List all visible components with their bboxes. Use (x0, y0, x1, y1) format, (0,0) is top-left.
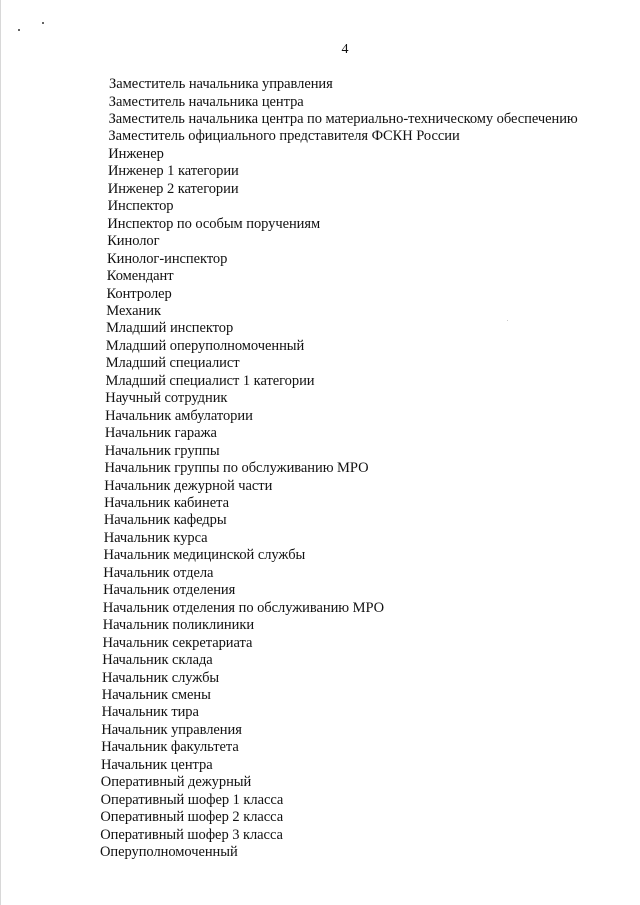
position-item: Оперативный шофер 1 класса (100, 791, 284, 808)
position-item: Инженер 2 категории (107, 180, 239, 197)
position-item: Младший специалист (105, 355, 240, 372)
position-item: Младший инспектор (106, 320, 234, 337)
position-item: Оперативный шофер 2 класса (100, 809, 284, 826)
position-item: Контролер (106, 285, 172, 302)
position-item: Младший оперуполномоченный (105, 337, 305, 354)
page-number: 4 (341, 42, 349, 57)
position-item: Начальник факультета (101, 739, 239, 756)
position-item: Оперативный шофер 3 класса (100, 826, 283, 843)
position-item: Начальник службы (102, 669, 220, 686)
position-item: Начальник управления (101, 721, 242, 738)
position-item: Начальник поликлиники (102, 617, 255, 634)
position-item: Начальник группы по обслуживанию МРО (104, 460, 369, 476)
position-item: Научный сотрудник (105, 390, 228, 407)
position-item: Инспектор по особым поручениям (107, 215, 321, 232)
scan-speck (507, 320, 508, 321)
position-item: Заместитель начальника управления (109, 76, 333, 92)
position-item: Начальник центра (101, 756, 213, 773)
position-item: Механик (106, 302, 161, 319)
position-item: Начальник кафедры (103, 512, 227, 529)
position-item: Начальник смены (101, 686, 211, 703)
position-item: Начальник отделения (103, 582, 236, 599)
position-item: Заместитель начальника центра (108, 93, 304, 110)
scan-speck (42, 22, 44, 24)
position-item: Инженер (108, 145, 164, 162)
position-item: Заместитель официального представителя ФСКН России (108, 128, 460, 145)
position-item: Оперуполномоченный (100, 844, 238, 860)
position-item: Начальник амбулатории (105, 407, 253, 424)
position-item: Начальник гаража (104, 425, 217, 442)
position-item: Кинолог-инспектор (107, 250, 228, 267)
position-item: Начальник медицинской службы (103, 547, 306, 564)
position-item: Кинолог (107, 233, 160, 250)
position-item: Начальник дежурной части (104, 477, 273, 494)
position-item: Начальник кабинета (104, 494, 229, 511)
position-item: Инженер 1 категории (108, 163, 239, 180)
position-item: Начальник курса (103, 529, 208, 546)
position-item: Комендант (106, 268, 174, 284)
position-item: Оперативный дежурный (100, 774, 252, 791)
position-item: Начальник отдела (103, 564, 214, 581)
position-item: Инспектор (107, 198, 174, 215)
position-item: Младший специалист 1 категории (105, 372, 315, 389)
position-item: Заместитель начальника центра по материально-техническому обеспечению (108, 110, 578, 127)
position-item: Начальник секретариата (102, 634, 253, 651)
position-item: Начальник отделения по обслуживанию МРО (102, 599, 385, 616)
position-item: Начальник склада (102, 652, 213, 668)
scan-speck (18, 29, 20, 31)
position-item: Начальник группы (104, 442, 220, 459)
position-item: Начальник тира (101, 704, 199, 721)
